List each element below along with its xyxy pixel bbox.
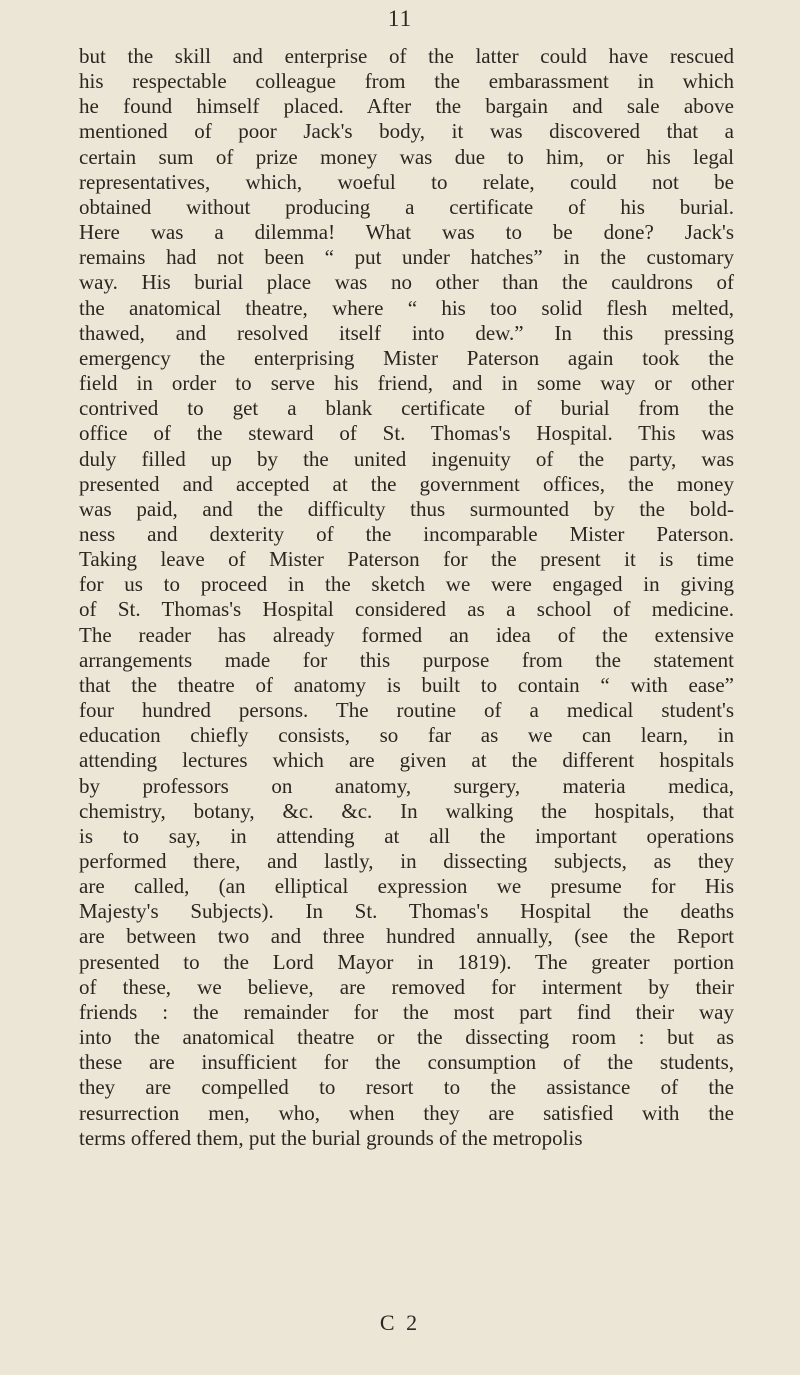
- text-line: performed there, and lastly, in dissecting subjects, as they: [79, 849, 734, 873]
- text-line: remains had not been “ put under hatches” in the customary: [79, 245, 734, 270]
- text-line: resurrection men, who, when they are satisfied with the: [79, 1100, 734, 1125]
- text-line: is to say, in attending at all the important operations: [79, 823, 734, 848]
- text-line: duly filled up by the united ingenuity of the party, was: [79, 446, 734, 471]
- text-line: Taking leave of Mister Paterson for the present it is time: [79, 547, 734, 572]
- text-line: four hundred persons. The routine of a medical student's: [79, 698, 734, 723]
- text-line: was paid, and the difficulty thus surmounted by the bold-: [79, 496, 734, 521]
- text-line: representatives, which, woeful to relate, could not be: [79, 169, 734, 194]
- text-line: certain sum of prize money was due to him, or his legal: [79, 144, 734, 169]
- text-line: thawed, and resolved itself into dew.” In this pressing: [79, 320, 734, 345]
- text-line: but the skill and enterprise of the latter could have rescued: [79, 44, 734, 68]
- text-line: his respectable colleague from the embarassment in which: [79, 69, 734, 94]
- text-line: friends : the remainder for the most part find their way: [79, 999, 734, 1024]
- page-number: 11: [387, 6, 413, 31]
- text-line: are between two and three hundred annually, (see the Report: [79, 924, 734, 949]
- signature-mark: C 2: [379, 1310, 421, 1335]
- text-line: of St. Thomas's Hospital considered as a school of medicine.: [79, 597, 734, 622]
- text-line: emergency the enterprising Mister Paterson again took the: [79, 345, 734, 370]
- text-line: for us to proceed in the sketch we were engaged in giving: [79, 572, 734, 597]
- text-line: these are insufficient for the consumption of the students,: [79, 1050, 734, 1075]
- text-line: he found himself placed. After the bargain and sale above: [79, 94, 734, 119]
- text-line: of these, we believe, are removed for interment by their: [79, 974, 734, 999]
- text-line: presented to the Lord Mayor in 1819). The greater portion: [79, 949, 734, 974]
- text-line: that the theatre of anatomy is built to contain “ with ease”: [79, 672, 734, 697]
- text-line: attending lectures which are given at the different hospitals: [79, 748, 734, 773]
- text-line: Majesty's Subjects). In St. Thomas's Hospital the deaths: [79, 899, 734, 924]
- text-line: field in order to serve his friend, and in some way or other: [79, 371, 734, 396]
- text-line: obtained without producing a certificate of his burial.: [79, 194, 734, 219]
- text-line: contrived to get a blank certificate of burial from the: [79, 396, 734, 421]
- text-line: by professors on anatomy, surgery, materia medica,: [79, 773, 734, 798]
- body-text: [79, 44, 734, 1151]
- text-line: they are compelled to resort to the assistance of the: [79, 1075, 734, 1100]
- text-line: arrangements made for this purpose from the statement: [79, 647, 734, 672]
- text-line: Here was a dilemma! What was to be done? Jack's: [79, 220, 734, 245]
- text-line: mentioned of poor Jack's body, it was discovered that a: [79, 119, 734, 144]
- text-line: way. His burial place was no other than the cauldrons of: [79, 270, 734, 295]
- text-line: ness and dexterity of the incomparable Mister Paterson.: [79, 521, 734, 546]
- text-line: into the anatomical theatre or the dissecting room : but as: [79, 1025, 734, 1050]
- text-line: are called, (an elliptical expression we presume for His: [79, 874, 734, 899]
- text-line: presented and accepted at the government offices, the money: [79, 471, 734, 496]
- text-line: office of the steward of St. Thomas's Hospital. This was: [79, 421, 734, 446]
- text-line: the anatomical theatre, where “ his too solid flesh melted,: [79, 295, 734, 320]
- text-line: education chiefly consists, so far as we can learn, in: [79, 723, 734, 748]
- text-line: chemistry, botany, &c. &c. In walking the hospitals, that: [79, 798, 734, 823]
- text-line: terms offered them, put the burial grounds of the metropolis: [79, 1125, 583, 1150]
- text-line: The reader has already formed an idea of the extensive: [79, 622, 734, 647]
